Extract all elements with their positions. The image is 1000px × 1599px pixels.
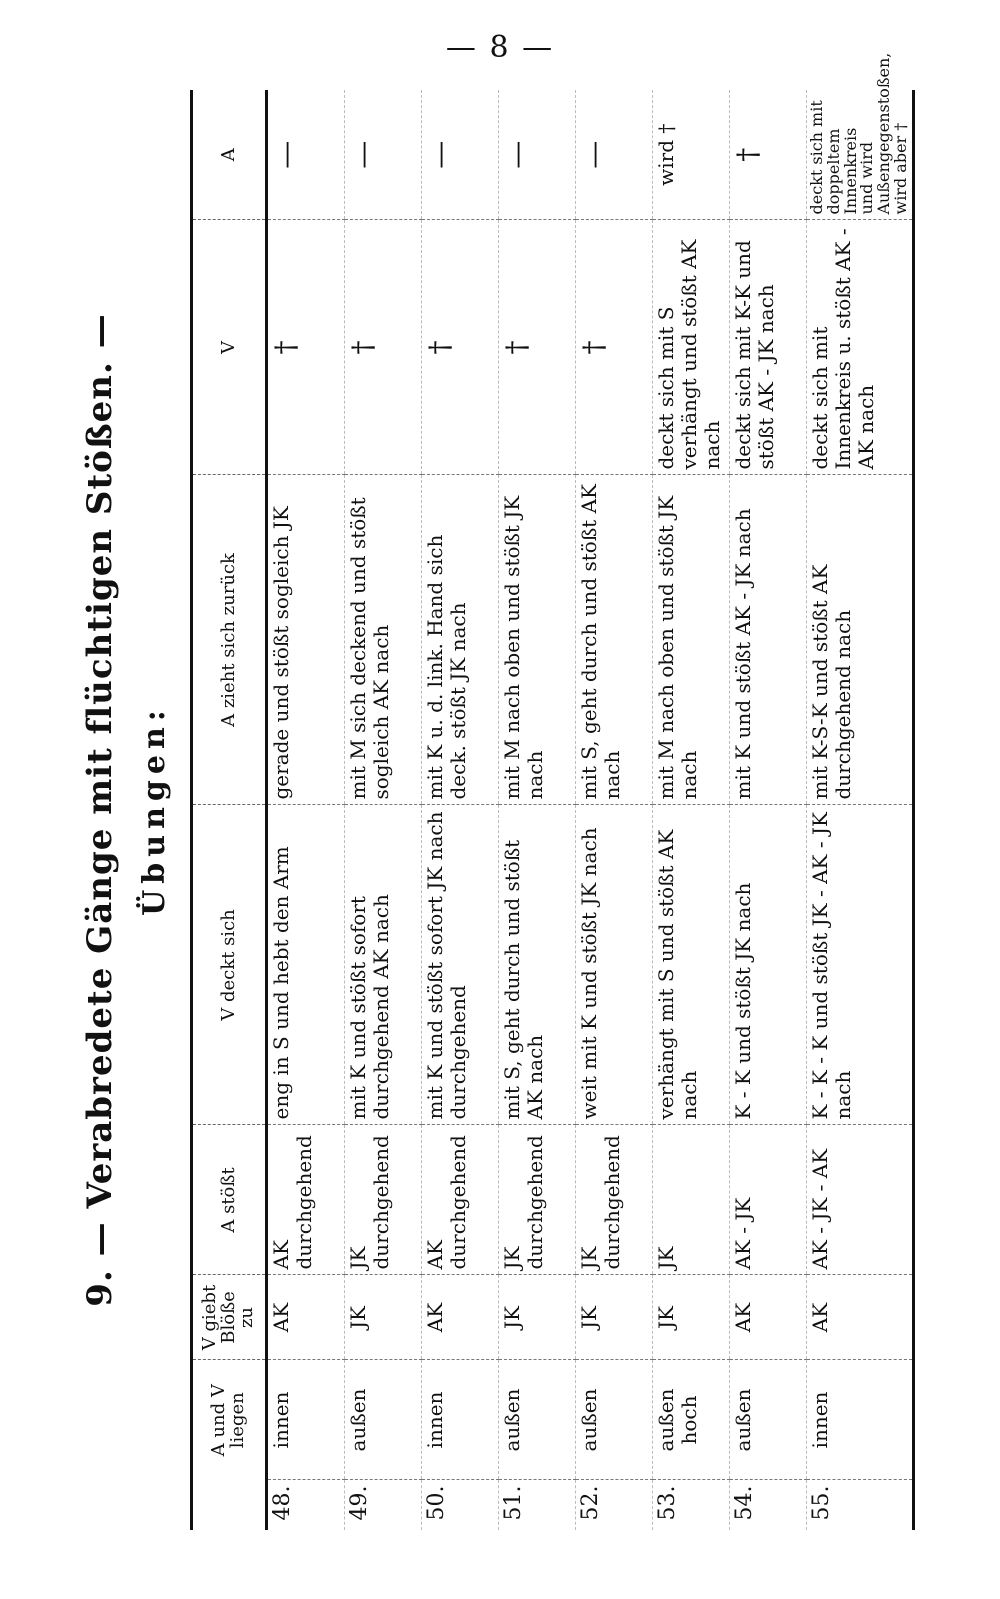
row-a-stoesst: AK - JK - AK [807,1125,914,1275]
row-a-result: — [345,90,422,220]
row-a-stoesst: AK durchgehend [267,1125,345,1275]
row-blosse: JK [653,1275,730,1360]
row-position: außen [499,1360,576,1480]
header-a-stoesst: A stößt [192,1125,267,1275]
table-row [730,90,807,1530]
table-row [807,90,914,1530]
table-row [267,90,345,1530]
section-heading: 9. — Verabredete Gänge mit flüchtigen Stößen. — [80,313,120,1307]
header-a-zieht: A zieht sich zurück [192,475,267,805]
row-blosse: AK [422,1275,499,1360]
row-v-result: † [345,220,422,475]
row-a-stoesst: JK [653,1125,730,1275]
row-blosse: JK [576,1275,653,1360]
table-row [345,90,422,1530]
row-a-result: deckt sich mit doppeltem Innenkreis und wird Außengegenstoßen, wird aber † [807,90,914,220]
row-a-result: — [576,90,653,220]
row-a-result: — [267,90,345,220]
row-number: 55. [809,1485,834,1521]
row-a-result: † [730,90,807,220]
row-a-result: wird † [653,90,730,220]
row-v-result: † [267,220,345,475]
rotated-page-content [70,52,910,1550]
header-gives-blosse: V giebt Blöße zu [192,1275,267,1360]
row-number: 54. [732,1485,757,1521]
row-v-deckt: eng in S und hebt den Arm [267,805,345,1125]
row-a-zieht: mit M nach oben und stößt JK nach [653,475,730,805]
row-a-zieht: gerade und stößt sogleich JK [267,475,345,805]
row-v-result: deckt sich mit Innenkreis u. stößt AK - AK nach [807,220,914,475]
row-a-zieht: mit K und stößt AK - JK nach [730,475,807,805]
row-number: 51. [501,1485,526,1521]
row-position: innen [267,1360,345,1480]
row-a-zieht: mit M nach oben und stößt JK nach [499,475,576,805]
row-blosse: JK [345,1275,422,1360]
row-number: 50. [424,1485,449,1521]
row-v-deckt: weit mit K und stößt JK nach [576,805,653,1125]
header-v: V [192,220,267,475]
row-v-deckt: mit S, geht durch und stößt AK nach [499,805,576,1125]
row-v-deckt: mit K und stößt sofort JK nach durchgehend [422,805,499,1125]
row-a-stoesst: AK durchgehend [422,1125,499,1275]
header-v-deckt: V deckt sich [192,805,267,1125]
row-a-stoesst: JK durchgehend [345,1125,422,1275]
row-blosse: AK [730,1275,807,1360]
row-v-deckt: verhängt mit S und stößt AK nach [653,805,730,1125]
row-v-result: † [499,220,576,475]
row-a-stoesst: JK durchgehend [499,1125,576,1275]
table-row [422,90,499,1530]
exercise-table [190,52,915,1530]
row-a-zieht: mit K-S-K und stößt AK durchgehend nach [807,475,914,805]
row-position: innen [422,1360,499,1480]
row-blosse: AK [807,1275,914,1360]
row-number: 52. [578,1485,603,1521]
row-a-stoesst: AK - JK [730,1125,807,1275]
row-a-result: — [499,90,576,220]
row-blosse: JK [499,1275,576,1360]
row-position: innen [807,1360,914,1480]
row-position: außen [576,1360,653,1480]
row-position: außen [345,1360,422,1480]
row-v-result: deckt sich mit S verhängt und stößt AK nach [653,220,730,475]
row-v-result: † [576,220,653,475]
row-a-zieht: mit K u. d. link. Hand sich deck. stößt JK nach [422,475,499,805]
row-a-zieht: mit M sich deckend und stößt sogleich AK nach [345,475,422,805]
header-num [192,1480,267,1530]
row-v-deckt: K - K und stößt JK nach [730,805,807,1125]
row-number: 48. [270,1485,295,1521]
row-v-result: deckt sich mit K-K und stößt AK - JK nach [730,220,807,475]
exercise-table-wrapper [190,52,910,1530]
row-position: außen [730,1360,807,1480]
row-v-deckt: K - K - K und stößt JK - AK - JK nach [807,805,914,1125]
row-number: 49. [347,1485,372,1521]
row-v-result: † [422,220,499,475]
header-position: A und V liegen [192,1360,267,1480]
table-row [576,90,653,1530]
header-a: A [192,90,267,220]
table-header-row [192,90,267,1530]
table-row [499,90,576,1530]
row-a-result: — [422,90,499,220]
row-blosse: AK [267,1275,345,1360]
row-number: 53. [655,1485,680,1521]
page-number: — 8 — [445,30,555,65]
row-a-zieht: mit S, geht durch und stößt AK nach [576,475,653,805]
section-subheading: Übungen: [137,704,172,916]
row-a-stoesst: JK durchgehend [576,1125,653,1275]
row-v-deckt: mit K und stößt sofort durchgehend AK nach [345,805,422,1125]
row-position: außen hoch [653,1360,730,1480]
table-row [653,90,730,1530]
